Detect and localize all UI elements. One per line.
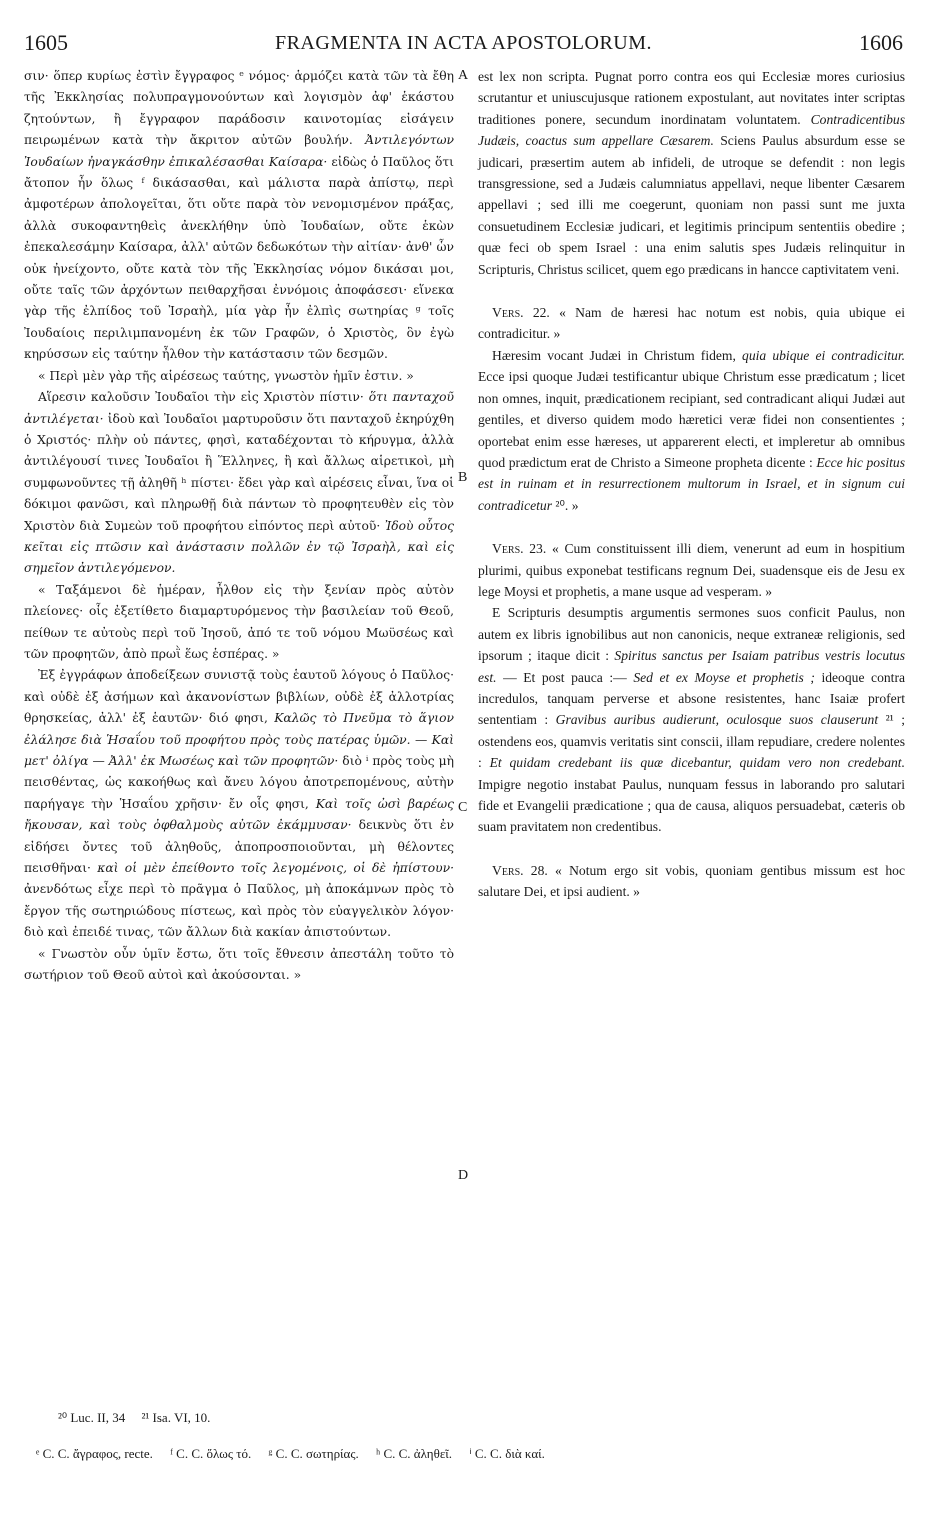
greek-quote-v23: « Ταξάμενοι δὲ ἡμέραν, ἦλθον εἰς τὴν ξενίαν πρὸς αὐτὸν πλείονες· οἷς ἐξετίθετο διαμαρτυρόμενος τὴν βασιλείαν τοῦ Θεοῦ, πείθων τε αὐτοὺς περὶ τοῦ Ἰησοῦ, ἀπό τε τοῦ νόμου Μωϋσέως καὶ τῶν προφητῶν, ἀπὸ πρωῒ ἕως ἑσπέρας. »	[24, 582, 454, 661]
latin-paragraph: est lex non scripta. Pugnat porro contra eos qui Ecclesiæ mores curiosius scrutantur et uniuscujusque rationem expostulant, aut novitates inter scriptas traditiones ponere, secundum inordinatam voluntatem. Contradicentibus Judæis, coactus sum appellare Cæsarem. Sciens Paulus absurdum esse se judicari, præsertim autem ab infideli, de utroque se defendit : non legis transgressione, sed a Judæis calumniatus appellavi, neque libenter Cæsarem appellavi ; sed illi me coegerunt, quoniam non passi sunt me juxta consuetudinem Ecclesiæ judicari, et legitimis principum sententiis obedire ; quæ feci ob spem Israel : una enim salutis spes Judæis relinquitur in Scripturis, Christus scilicet, quem ego prædicans in hancce captivitatem veni.	[478, 69, 905, 277]
greek-quote-v22: « Περὶ μὲν γὰρ τῆς αἱρέσεως ταύτης, γνωστὸν ἡμῖν ἐστιν. »	[38, 368, 414, 383]
greek-paragraph: Ἐξ ἐγγράφων ἀποδείξεων συνιστᾷ τοὺς ἑαυτοῦ λόγους ὁ Παῦλος· καὶ οὐδὲ ἐξ ἀσήμων καὶ ἀκανονίστων βιβλίων, οὐδὲ ἐξ ἀλλοτρίας θρησκείας, ἀλλ' ἐξ ἑαυτῶν· διό φησι, Καλῶς τὸ Πνεῦμα τὸ ἅγιον ἐλάλησε διὰ Ἡσαΐου τοῦ προφήτου πρὸς τοὺς πατέρας ὑμῶν. — Καὶ μετ' ὀλίγα — Ἀλλ' ἐκ Μωσέως καὶ τῶν προφητῶν· διὸ ⁱ πρὸς τοὺς μὴ πεισθέντας, ὡς κακοήθως καὶ ἄνευ λόγου ἀποτρεπομένους, αὐτὴν παρήγαγε τὴν Ἡσαΐου χρῆσιν· ἔν οἷς φησι, Καὶ τοῖς ὠσὶ βαρέως ἤκουσαν, καὶ τοὺς ὀφθαλμοὺς αὐτῶν ἐκάμμυσαν· δεικνὺς ὅτι ἐν εἰδήσει ὄντες τοῦ ἀληθοῦς, ἀποπροσποιοῦνται, μὴ θέλοντες πεισθῆναι· καὶ οἱ μὲν ἐπείθοντο τοῖς λεγομένοις, οἱ δὲ ἠπίστουν· ἀνενδότως εἶχε περὶ τὸ πρᾶγμα ὁ Παῦλος, μὴ ἀποκάμνων πρὸς τὸ ἔργον τῆς σωτηριώδους πίστεως, καὶ πρὸς τὸν εὐαγγελικὸν λόγον· διὸ καὶ ἐπειδέ τινας, τῶν ἄλλων διὰ κακίαν ἀπιστούντων.	[24, 668, 454, 940]
greek-quote-v28: « Γνωστὸν οὖν ὑμῖν ἔστω, ὅτι τοῖς ἔθνεσιν ἀπεστάλη τοῦτο τὸ σωτήριον τοῦ Θεοῦ αὐτοὶ καὶ ἀκούσονται. »	[24, 946, 454, 983]
verse-label: Vers. 28.	[492, 862, 548, 878]
latin-verse-23: Vers. 23. « Cum constituissent illi diem, venerunt ad eum in hospitium plurimi, quibus exponebat testificans regnum Dei, suadensque eis de Jesu ex lege Moysi et prophetis, a mane usque ad vesperam. »	[478, 541, 906, 599]
verse-label: Vers. 23.	[492, 541, 547, 557]
margin-letter-c: C	[458, 800, 468, 815]
verse-label: Vers. 22.	[492, 305, 550, 321]
latin-column	[478, 66, 905, 903]
latin-verse-22: Vers. 22. « Nam de hæresi hac notum est nobis, quia ubique ei contradicitur. »	[478, 305, 905, 342]
margin-letter-d: D	[458, 1168, 469, 1183]
left-page-number: 1605	[24, 30, 68, 55]
margin-letter-b: B	[458, 470, 468, 485]
footnote-20: ²⁰ Luc. II, 34	[58, 1410, 126, 1425]
latin-paragraph: E Scripturis desumptis argumentis sermones suos conficit Paulus, non autem ex libris ignobilibus aut non canonicis, neque extraneæ religionis, sed ipsorum ; itaque dicit : Spiritus sanctus per Isaiam patribus vestris locutus est. — Et post pauca :— Sed et ex Moyse et prophetis ; ideoque contra incredulos, tanquam perverse et absone resistentes, hanc Isaiæ profert sententiam : Gravibus auribus audierunt, oculosque suos clauserunt ²¹ ; ostendens eos, quamvis veritatis sint conscii, illam repudiare, credere nolentes : Et quidam credebant iis quæ dicebantur, quidam vero non credebant. Impigre negotio instabat Paulus, nunquam fessus in laborando pro salutari fide et Evangelii prædicatione ; qua de causa, aliquos persuadebat, cæteris ob suam pravitatem non credentibus.	[478, 605, 906, 835]
latin-paragraph: Hæresim vocant Judæi in Christum fidem, quia ubique ei contradicitur. Ecce ipsi quoque Judæi testificantur ubique Christum esse prædicatum ; licet non omnes, inquit, prædicationem recipiant, sed contradicant aliqui Judæi aut gentiles, et diverso quidem modo hæretici veræ fidei non consentientes ; oportebat enim esse hæreses, ut apparerent electi, et impleretur ab omnibus quod prædictum erat de Christo a Simeone propheta dicente : Ecce hic positus est in ruinam et in resurrectionem multorum in Israel, et in signum cui contradicetur ²⁰. »	[478, 347, 905, 513]
critical-note: ᵉ C. C. ἄγραφος, recte.	[36, 1446, 153, 1461]
critical-note: ʰ C. C. ἀληθεῖ.	[376, 1446, 453, 1461]
latin-verse-28: Vers. 28. « Notum ergo sit vobis, quoniam gentibus missum est hoc salutare Dei, et ipsi audient. »	[478, 862, 906, 900]
running-title: FRAGMENTA IN ACTA APOSTOLORUM.	[274, 32, 653, 54]
critical-note: ᶠ C. C. ὅλως τό.	[170, 1446, 252, 1461]
footnote-21: ²¹ Isa. VI, 10.	[141, 1410, 211, 1425]
right-page-number: 1606	[859, 30, 903, 55]
critical-note: ᵍ C. C. σωτηρίας.	[268, 1446, 359, 1461]
greek-column	[24, 66, 454, 986]
greek-paragraph: Αἵρεσιν καλοῦσιν Ἰουδαῖοι τὴν εἰς Χριστὸν πίστιν· ὅτι πανταχοῦ ἀντιλέγεται· ἰδοὺ καὶ Ἰουδαῖοι μαρτυροῦσιν ὅτι πανταχοῦ ἐκηρύχθη ὁ Χριστός· πλὴν οὐ πάντες, φησὶ, καταδέχονται τὸ κήρυγμα, ἀλλὰ ἀντιλέγουσί τινες Ἰουδαῖοι ἢ Ἕλληνες, ἢ καὶ ἄλλως αἱρετικοὶ, μὴ συμφωνοῦντες τῇ ἀληθῆ ʰ πίστει· ἔδει γὰρ καὶ αἱρέσεις εἶναι, ἵνα οἱ δόκιμοι φανῶσι, καὶ πληρωθῇ διὰ πάντων τὸ προφητευθὲν εἰς τὸν Χριστὸν διὰ Συμεὼν τοῦ προφήτου εἰπόντος περὶ αὐτοῦ· Ἰδοὺ οὗτος κεῖται εἰς πτῶσιν καὶ ἀνάστασιν πολλῶν ἐν τῷ Ἰσραὴλ, καὶ εἰς σημεῖον ἀντιλεγόμενον.	[24, 390, 454, 576]
margin-letter-a: A	[458, 68, 469, 83]
page-header	[24, 30, 903, 60]
critical-apparatus	[36, 1446, 559, 1462]
critical-note: ⁱ C. C. διὰ καί.	[469, 1446, 545, 1461]
greek-paragraph: σιν· ὅπερ κυρίως ἐστὶν ἔγγραφος ᵉ νόμος· ἁρμόζει κατὰ τῶν τὰ ἔθη τῆς Ἐκκλησίας πολυπραγμονούντων καὶ λογισμὸν ἀφ' ἑκάστου ζητούντων, ἢ ἔγγραφον παράδοσιν καινοτομίας εἰσάγειν πειρωμένων κατὰ τὴν ἄκριτον αὐτῶν βουλήν. Ἀντιλεγόντων Ἰουδαίων ἠναγκάσθην ἐπικαλέσασθαι Καίσαρα· εἰδὼς ὁ Παῦλος ὅτι ἄτοπον ἦν ὅλως ᶠ δικάσασθαι, καὶ μάλιστα παρὰ ἀπίστῳ, περὶ ἀμφοτέρων ἀπολογεῖται, ὅτι οὔτε παρὰ τὸν νενομισμένον πράξας, ἀλλὰ συκοφαντηθεὶς ἀνεκλήθην ὑπὸ Ἰουδαίων, οὔτε ἑκὼν ἐπεκαλεσάμην Καίσαρα, ἀλλ' αὐτῶν δεδωκότων τὴν αἰτίαν· ἀνθ' ὧν οὐκ ἠνείχοντο, οὔτε κατὰ τὸν τῆς Ἐκκλησίας νόμον δικάσαι μοι, οὔτε ταῖς τῶν ἀρχόντων πειθαρχῆσαι ἐννόμοις ἀποφάσεσι· εἵνεκα γὰρ τῆς ἐλπίδος τοῦ Ἰσραὴλ, μία γὰρ ἦν ἐλπὶς σωτηρίας ᵍ τοῖς Ἰουδαίοις περιλιμπανομένη ἐκ τῶν Γραφῶν, ὁ Χριστὸς, ὃν ἐγὼ κηρύσσων εἰς ταύτην ἦλθον τὴν κατάστασιν τῶν δεσμῶν.	[24, 69, 454, 362]
footnotes	[58, 1410, 210, 1426]
